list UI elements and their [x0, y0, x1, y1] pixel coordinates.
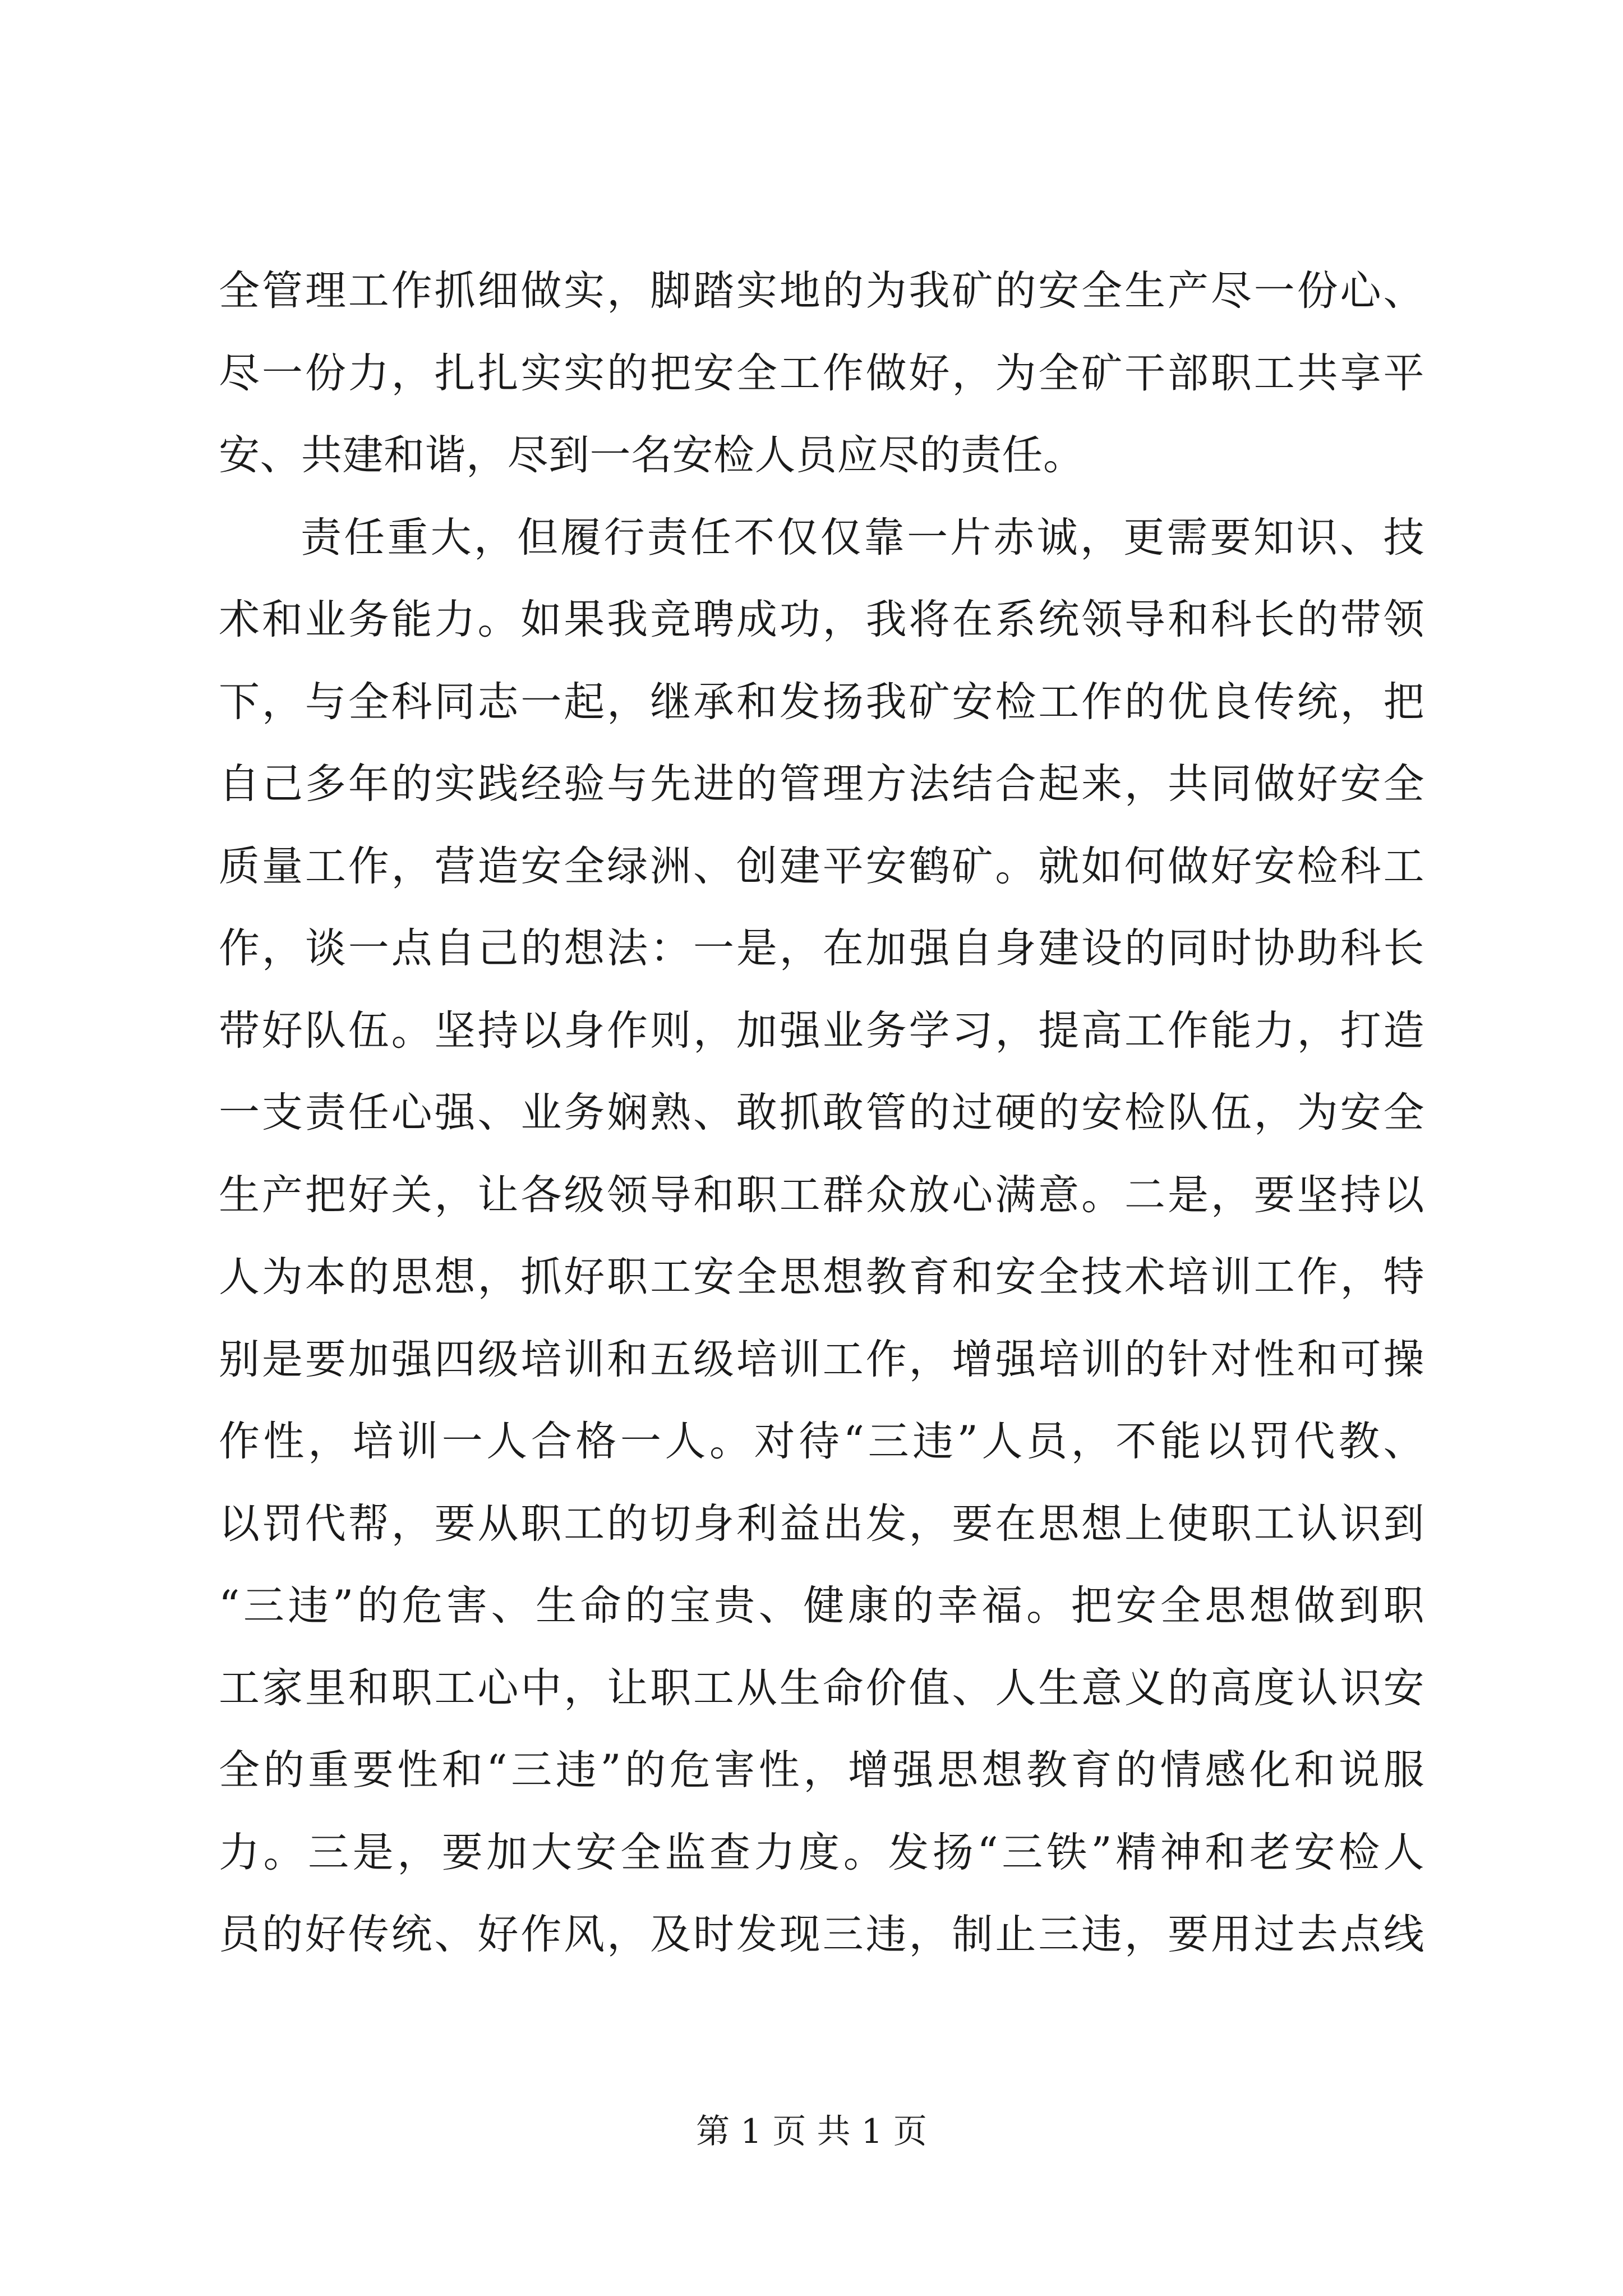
text-line: 力。三是，要加大安全监查力度。发扬“三铁”精神和老安检人	[219, 1828, 1424, 1876]
text-line: 员的好传统、好作风，及时发现三违，制止三违，要用过去点线	[219, 1911, 1424, 1958]
text-line: 作，谈一点自己的想法：一是，在加强自身建设的同时协助科长	[219, 924, 1424, 972]
text-line: 安、共建和谐，尽到一名安检人员应尽的责任。	[219, 431, 1085, 479]
text-line: 全管理工作抓细做实，脚踏实地的为我矿的安全生产尽一份心、	[219, 267, 1424, 315]
text-line: 尽一份力，扎扎实实的把安全工作做好，为全矿干部职工共享平	[219, 349, 1424, 397]
text-line: 工家里和职工心中，让职工从生命价值、人生意义的高度认识安	[219, 1664, 1424, 1712]
text-line: 一支责任心强、业务娴熟、敢抓敢管的过硬的安检队伍，为安全	[219, 1089, 1424, 1137]
text-line: 下，与全科同志一起，继承和发扬我矿安检工作的优良传统，把	[219, 678, 1424, 726]
text-line: 自己多年的实践经验与先进的管理方法结合起来，共同做好安全	[219, 760, 1424, 808]
text-line: 生产把好关，让各级领导和职工群众放心满意。二是，要坚持以	[219, 1171, 1424, 1219]
text-line: 人为本的思想，抓好职工安全思想教育和安全技术培训工作，特	[219, 1253, 1424, 1301]
text-line: 作性，培训一人合格一人。对待“三违”人员，不能以罚代教、	[219, 1418, 1424, 1465]
text-line: 全的重要性和“三违”的危害性，增强思想教育的情感化和说服	[219, 1746, 1424, 1794]
text-line: 质量工作，营造安全绿洲、创建平安鹤矿。就如何做好安检科工	[219, 842, 1424, 890]
text-line: 带好队伍。坚持以身作则，加强业务学习，提高工作能力，打造	[219, 1006, 1424, 1055]
text-line: 责任重大，但履行责任不仅仅靠一片赤诚，更需要知识、技	[301, 513, 1424, 562]
text-line: “三违”的危害、生命的宝贵、健康的幸福。把安全思想做到职	[219, 1582, 1424, 1630]
body-text	[219, 250, 1424, 1976]
text-line: 术和业务能力。如果我竞聘成功，我将在系统领导和科长的带领	[219, 596, 1424, 643]
text-line: 以罚代帮，要从职工的切身利益出发，要在思想上使职工认识到	[219, 1499, 1424, 1548]
text-line: 别是要加强四级培训和五级培训工作，增强培训的针对性和可操	[219, 1335, 1424, 1383]
page-number-footer: 第 1 页 共 1 页	[696, 2112, 927, 2151]
